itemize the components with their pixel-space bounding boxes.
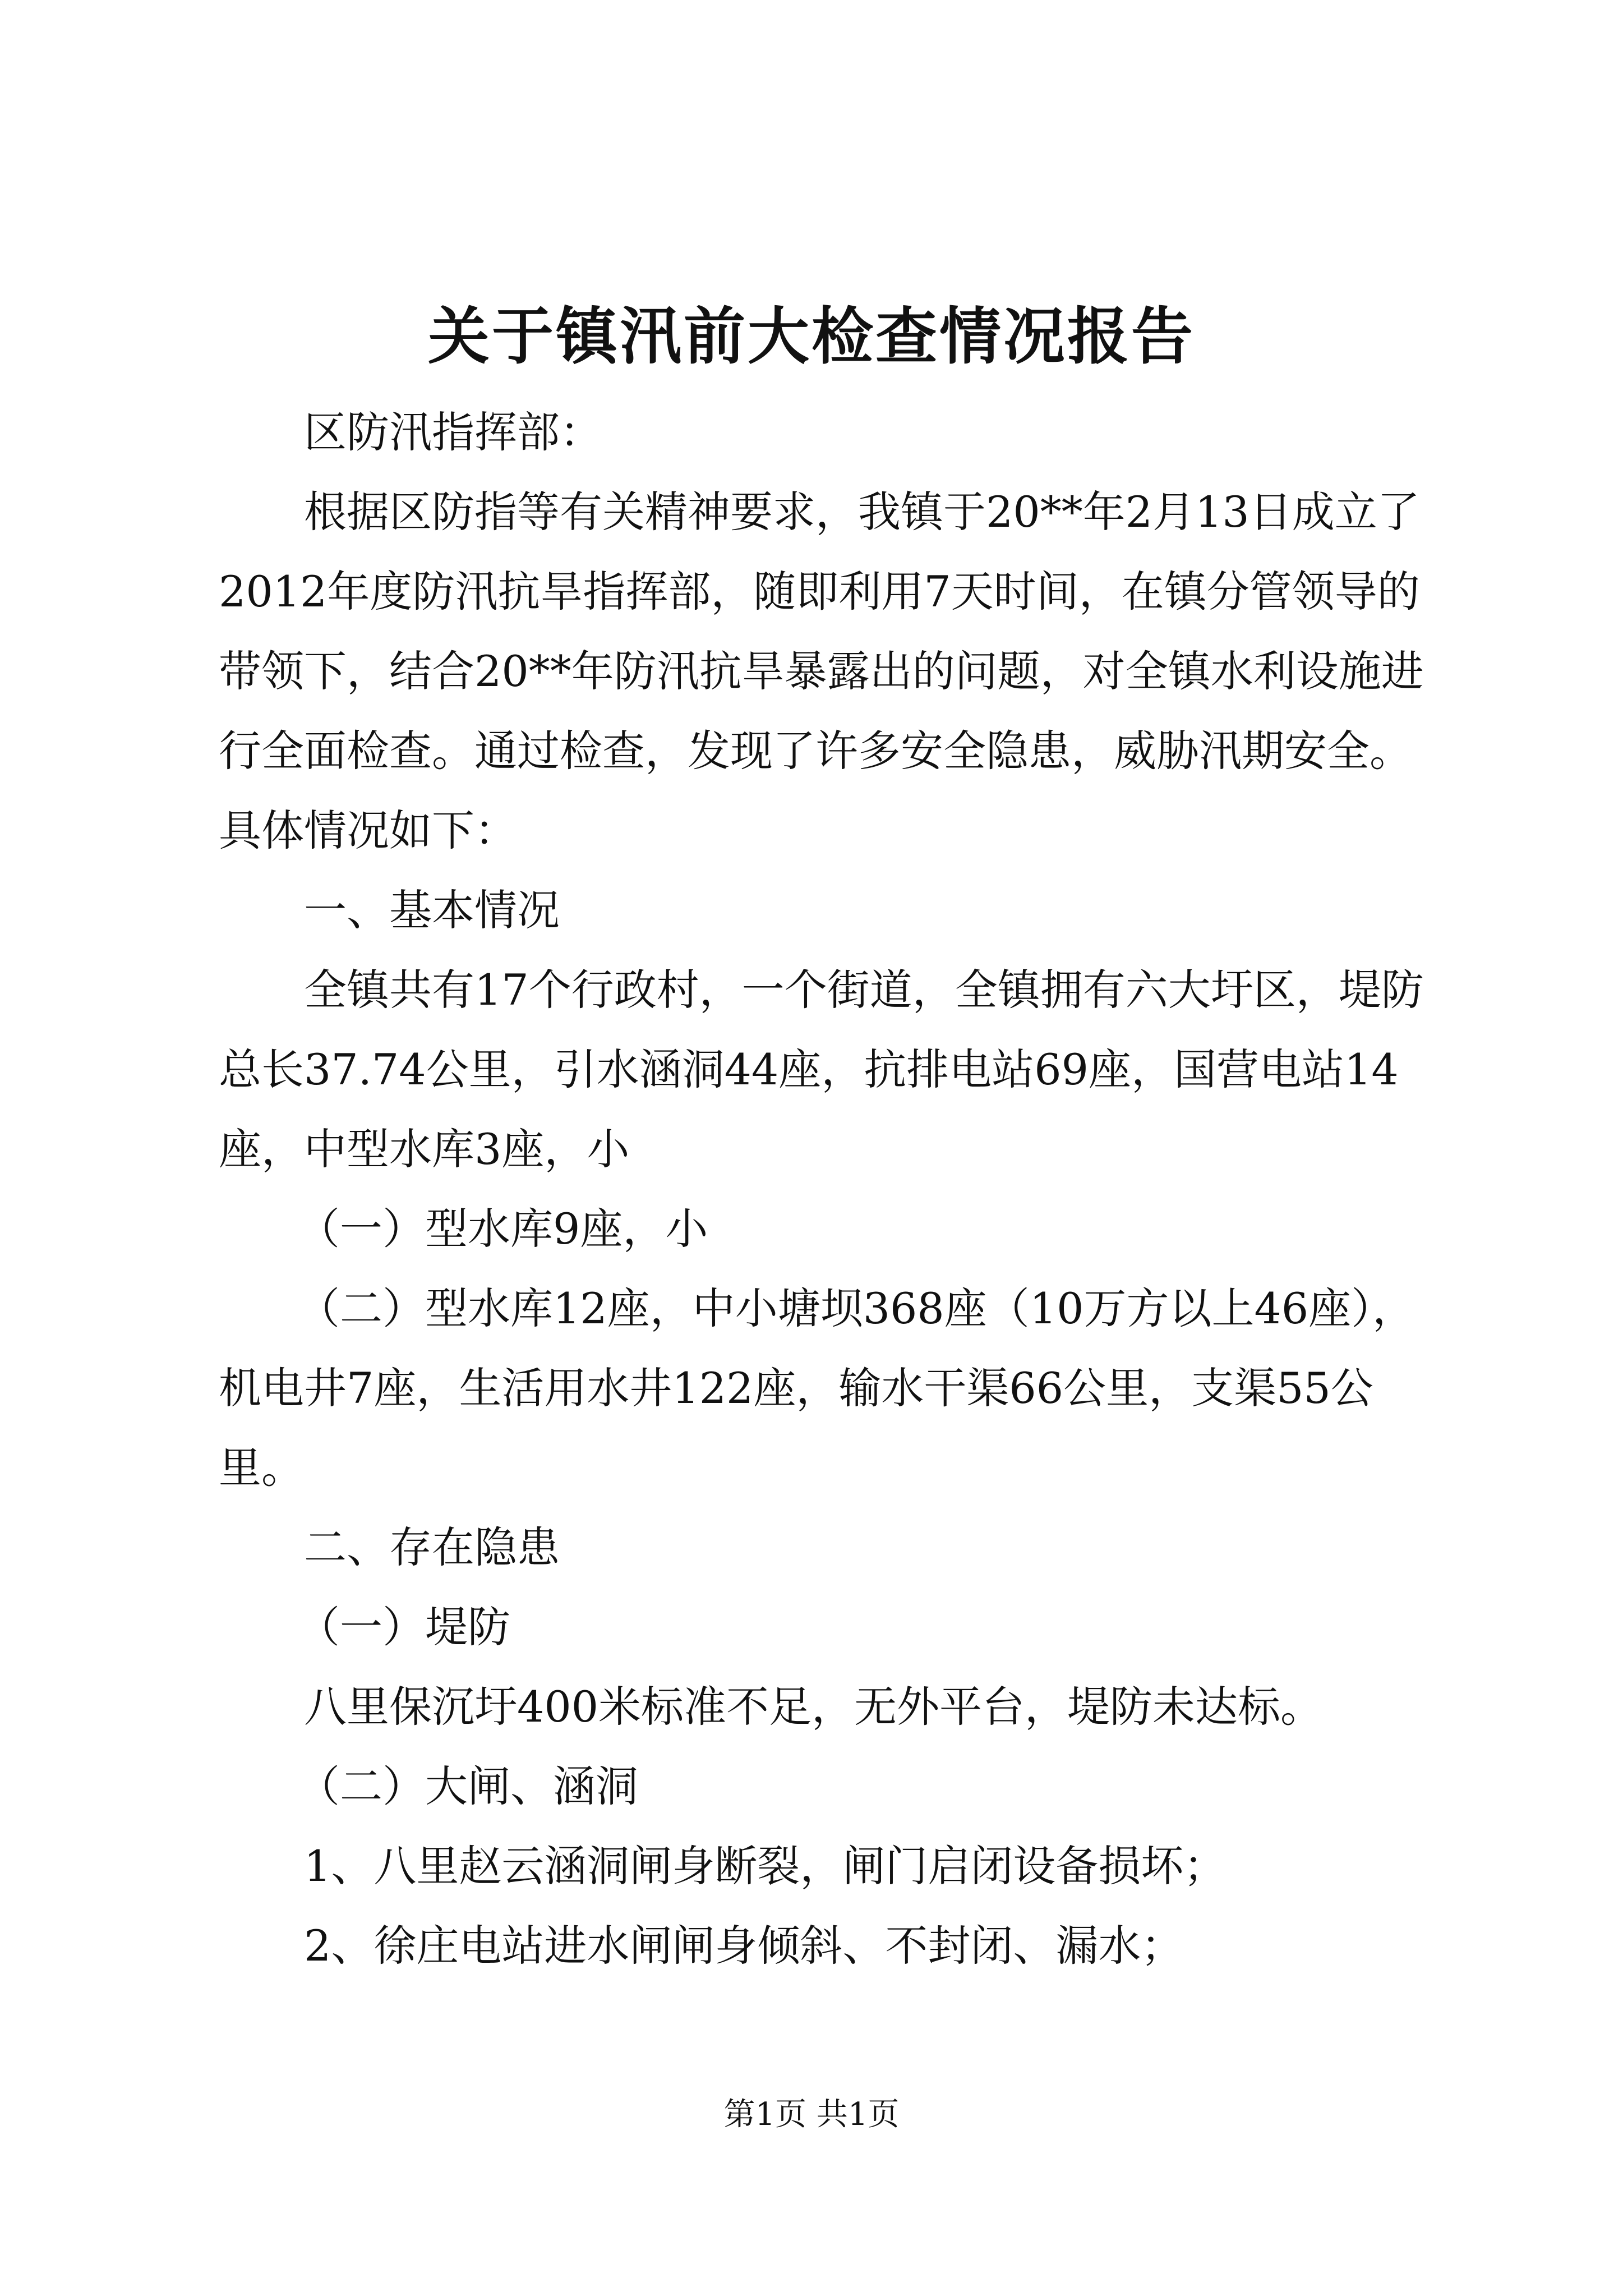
section-heading-hazards: 二、存在隐患 <box>304 1522 560 1572</box>
salutation: 区防汛指挥部： <box>304 407 602 457</box>
document-title: 关于镇汛前大检查情况报告 <box>428 300 1195 372</box>
list-item-1: 1、八里赵云涵洞闸身断裂，闸门启闭设备损坏； <box>304 1841 1227 1891</box>
paragraph-reservoir-2: （二）型水库12座，中小塘坝368座（10万方以上46座），机电井7座，生活用水井122座，输水干渠66公里，支渠55公里。 <box>219 1283 1415 1493</box>
page-footer: 第1页 共1页 <box>723 2096 900 2133</box>
paragraph-basic-info: 全镇共有17个行政村，一个街道，全镇拥有六大圩区，堤防总长37.74公里，引水涵洞44座，抗排电站69座，国营电站14座，中型水库3座，小 <box>219 965 1424 1174</box>
paragraph-intro: 根据区防指等有关精神要求，我镇于20**年2月13日成立了2012年度防汛抗旱指挥部，随即利用7天时间，在镇分管领导的带领下，结合20**年防汛抗旱暴露出的问题，对全镇水利设施进行全面检查。通过检查，发现了许多安全隐患，威胁汛期安全。具体情况如下： <box>219 487 1424 855</box>
paragraph-reservoir-1: （一）型水库9座，小 <box>297 1204 708 1254</box>
list-item-2: 2、徐庄电站进水闸闸身倾斜、不封闭、漏水； <box>304 1921 1184 1971</box>
subheading-dike: （一）堤防 <box>297 1602 510 1652</box>
document-body <box>219 393 1436 1986</box>
subheading-gates: （二）大闸、涵洞 <box>297 1761 638 1811</box>
paragraph-dike: 八里保沉圩400米标准不足，无外平台，堤防未达标。 <box>304 1682 1324 1732</box>
section-heading-basic: 一、基本情况 <box>304 885 560 935</box>
